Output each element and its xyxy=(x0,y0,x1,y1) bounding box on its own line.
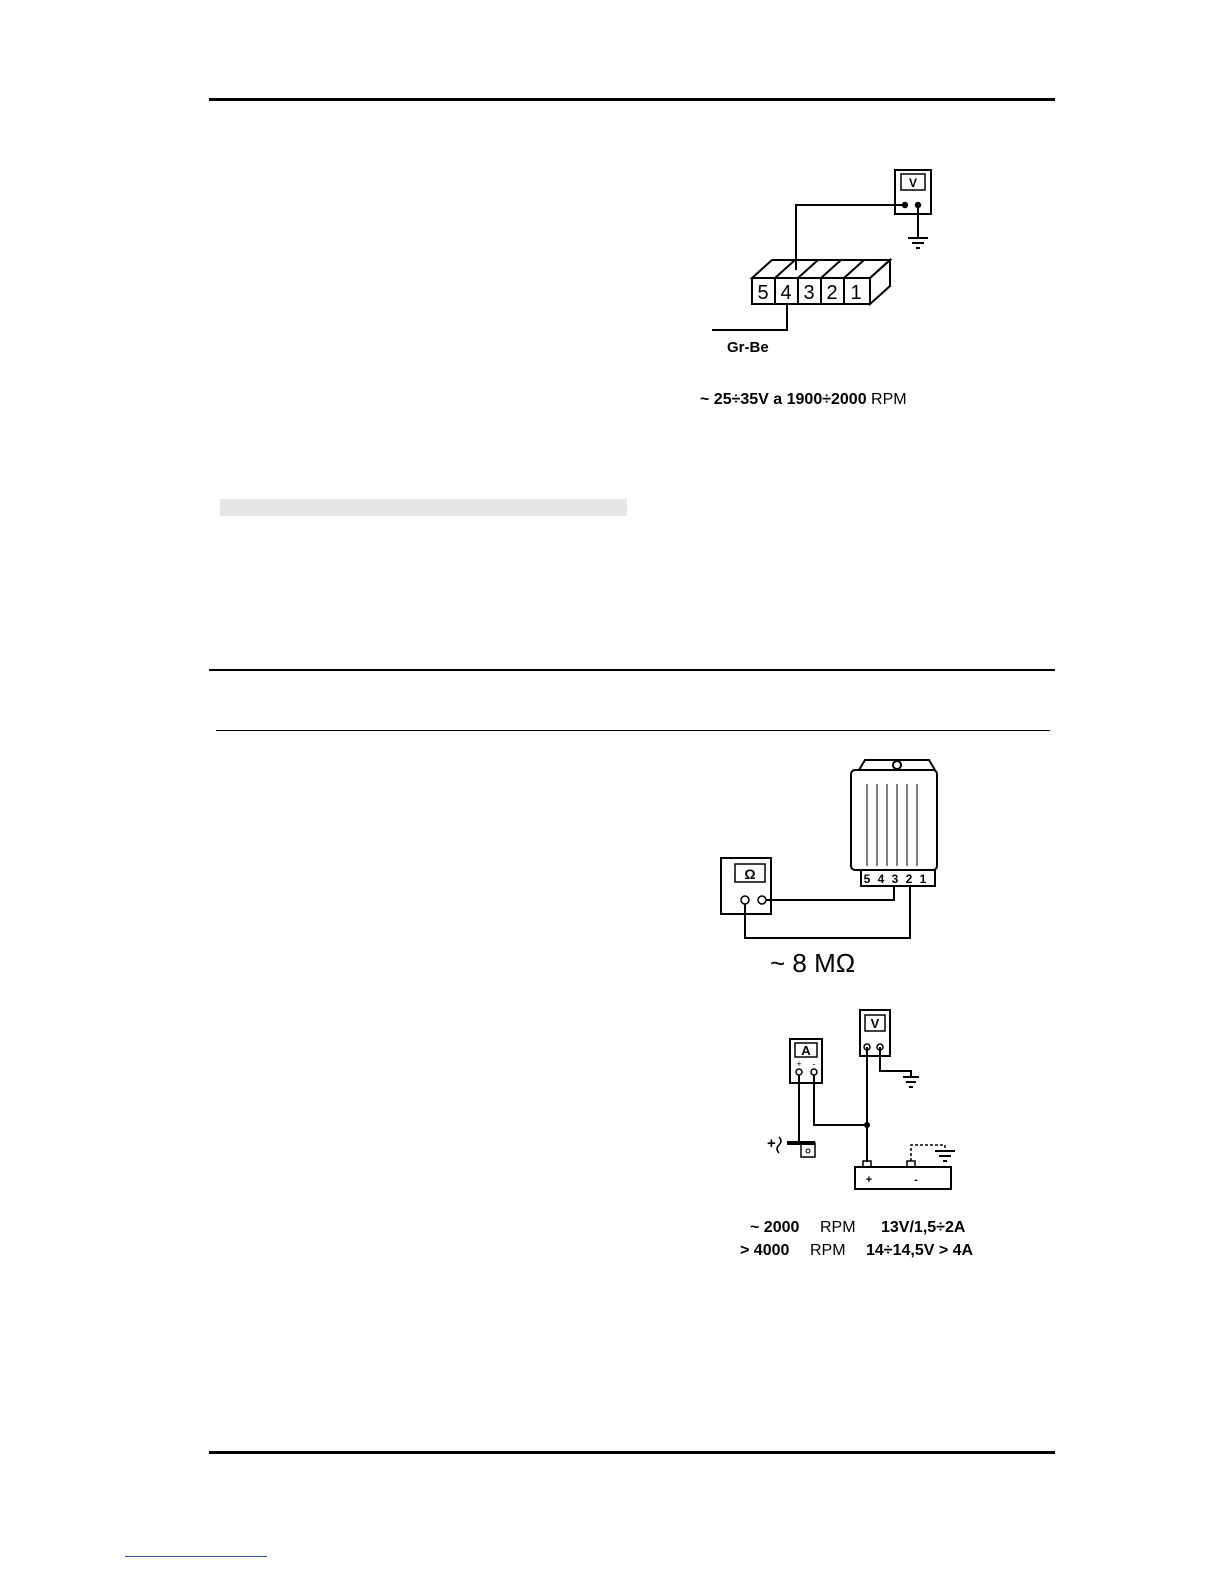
ohmmeter-wire-2 xyxy=(745,886,910,938)
table-header-rule xyxy=(216,730,1050,731)
footer-link-underline xyxy=(125,1556,267,1557)
footer-rule xyxy=(209,1451,1055,1454)
voltmeter-terminal-right xyxy=(915,202,921,208)
pin-1: 1 xyxy=(850,282,862,304)
voltmeter-label: V xyxy=(870,1016,880,1031)
row2-value: 14÷14,5V > 4A xyxy=(866,1242,974,1259)
charging-caption-row-2 xyxy=(740,1242,974,1259)
pin-5: 5 xyxy=(757,282,769,304)
pin-3: 3 xyxy=(803,282,815,304)
resistance-caption: ~ 8 MΩ xyxy=(770,948,856,978)
ammeter-label: A xyxy=(801,1043,811,1058)
ammeter-plus: + xyxy=(796,1059,802,1069)
ohmmeter-wire-1 xyxy=(766,886,894,900)
voltage-caption-value: ~ 25÷35V a 1900÷2000 xyxy=(700,391,867,408)
voltmeter-terminal-left xyxy=(902,202,908,208)
ammeter-minus: - xyxy=(812,1059,816,1069)
header-rule xyxy=(209,98,1055,101)
voltmeter-label: V xyxy=(908,176,918,190)
ammeter-terminal-right xyxy=(811,1069,817,1075)
pin-2: 2 xyxy=(826,282,838,304)
row2-unit: RPM xyxy=(810,1242,846,1259)
source-wire-break xyxy=(777,1137,781,1153)
charging-test-diagram xyxy=(735,1005,1005,1270)
source-terminal xyxy=(801,1143,815,1157)
regulator-pin-1: 1 xyxy=(919,872,927,886)
battery-minus: - xyxy=(914,1174,918,1186)
ohmmeter-terminal-left xyxy=(741,896,749,904)
regulator-pin-3: 3 xyxy=(891,872,899,886)
section-rule xyxy=(209,669,1055,671)
regulator-pin-2: 2 xyxy=(905,872,913,886)
resistance-test-diagram xyxy=(715,752,955,982)
junction-dot xyxy=(864,1122,870,1128)
gr-be-wire xyxy=(712,304,787,330)
regulator-pin-4: 4 xyxy=(877,872,885,886)
voltage-test-diagram xyxy=(690,160,970,420)
connector-side xyxy=(870,260,890,304)
battery-plus: + xyxy=(865,1174,873,1186)
regulator-mount-hole xyxy=(893,761,901,769)
ohmmeter-terminal-right xyxy=(758,896,766,904)
source-plus: + xyxy=(767,1135,776,1152)
pin-4: 4 xyxy=(780,282,792,304)
ohmmeter-label: Ω xyxy=(744,866,756,882)
row1-unit: RPM xyxy=(820,1219,856,1236)
charging-caption-row-1 xyxy=(750,1219,966,1236)
ammeter-terminal-left xyxy=(796,1069,802,1075)
row1-value: 13V/1,5÷2A xyxy=(881,1219,966,1236)
voltage-caption xyxy=(700,391,907,408)
connector-top xyxy=(752,260,890,278)
battery-ground-wire xyxy=(911,1145,945,1161)
shaded-table-row xyxy=(220,499,627,516)
voltage-caption-unit: RPM xyxy=(871,391,907,408)
row1-speed: ~ 2000 xyxy=(750,1219,800,1236)
regulator-pin-5: 5 xyxy=(863,872,871,886)
voltmeter-ground-wire xyxy=(880,1047,911,1077)
wire-label: Gr-Be xyxy=(727,339,769,356)
regulator-body xyxy=(851,770,937,870)
row2-speed: > 4000 xyxy=(740,1242,790,1259)
